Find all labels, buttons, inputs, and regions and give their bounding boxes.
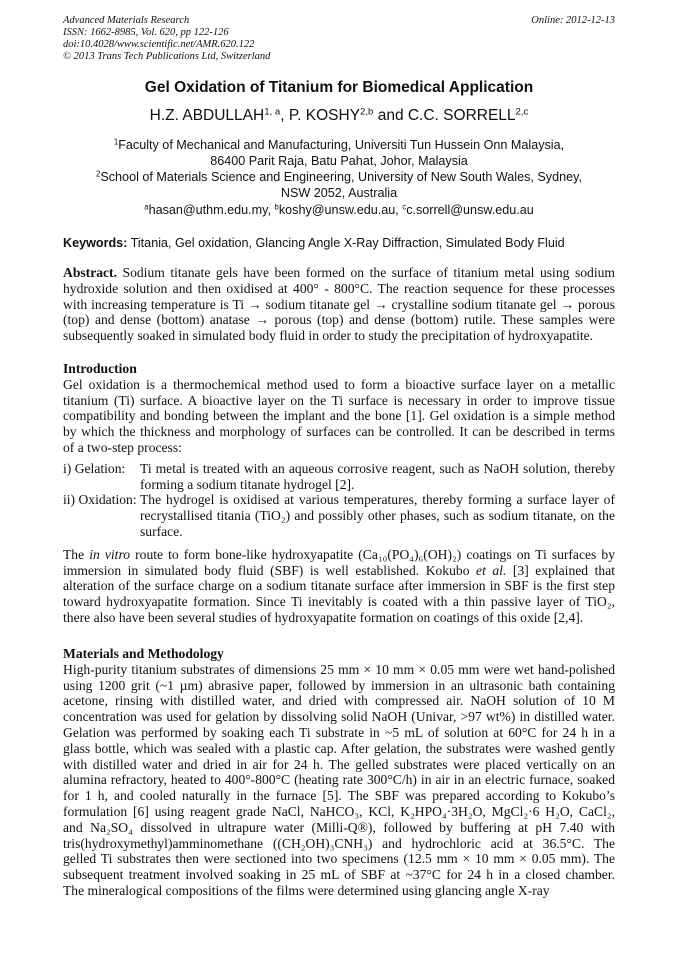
authors	[63, 107, 615, 125]
author-name: and C.C. SORRELL	[373, 107, 516, 124]
text-line: surface.	[140, 523, 183, 539]
affiliation-sup: 2	[96, 169, 101, 179]
section-heading: Materials and Methodology	[63, 646, 224, 661]
copyright-line: © 2013 Trans Tech Publications Ltd, Switzerland	[63, 51, 271, 62]
emphasis-text: in vitro	[89, 546, 131, 562]
affiliation-line	[63, 137, 615, 153]
online-date: Online: 2012-12-13	[531, 15, 615, 26]
doi-line: doi:10.4028/www.scientific.net/AMR.620.122	[63, 39, 255, 50]
journal-name: Advanced Materials Research	[63, 15, 190, 26]
step-list	[63, 461, 615, 540]
text-line: Gel oxidation is a thermochemical method used to form a bioactive surface layer on a metallic	[63, 376, 615, 392]
email: c.sorrell@unsw.edu.au	[406, 203, 534, 217]
text-line: subsequently soaked in simulated body fluid in order to study the precipitation of hydroxyapatite.	[63, 328, 594, 344]
abstract	[63, 265, 615, 344]
email: hasan@uthm.edu.my,	[148, 203, 275, 217]
keywords-text: Titania, Gel oxidation, Glancing Angle X-Ray Diffraction, Simulated Body Fluid	[127, 236, 565, 250]
text-line: there also have been several studies of hydroxyapatite formation on coatings of this oxide [2,4].	[63, 609, 584, 625]
text-line: with distilled water and dried in air for 24 h. The gelled substrates were placed vertically on an	[63, 756, 615, 772]
text-line: tris(hydroxymethyl)amminomethane ((CH₂OH)₃CNH₃) and hydrochloric acid at 36.5°C. The	[63, 835, 615, 851]
affiliation-line	[63, 169, 615, 185]
text-line: The mineralogical compositions of the films were determined using glancing angle X-ray	[63, 882, 550, 898]
text-line: with increasing temperature is Ti → sodium titanate gel → crystalline sodium titanate gel → porous	[63, 296, 615, 312]
step-label: i) Gelation:	[63, 460, 126, 476]
text-segment: route to form bone-like hydroxyapatite (Ca₁₀(PO₄)₆(OH)₂) coatings on Ti surfaces by	[130, 546, 615, 562]
paragraph	[63, 377, 615, 456]
text-line: for 1 h, and cooled naturally in the furnace [5]. The SBF was prepared according to Kokubo’s	[63, 788, 615, 804]
affiliation-line	[63, 153, 615, 169]
keywords	[63, 236, 615, 250]
text-line: concentration was used for gelation by dissolving solid NaOH (Univar, >97 wt%) in distilled water.	[63, 709, 615, 725]
text-line: and Na₂SO₄ dissolved in ultrapure water (Milli-Q®), followed by buffering at pH 7.40 with	[63, 819, 615, 835]
text-line: Ti metal is treated with an aqueous corrosive reagent, such as NaOH solution, thereby	[140, 460, 615, 476]
text-line: alumina refractory, heated to 400°-800°C (heating rate 300°C/h) in air in an electric furnace, soaked	[63, 772, 615, 788]
text-line: formulation [6] using reagent grade NaCl, NaHCO₃, KCl, K₂HPO₄·3H₂O, MgCl₂·6 H₂O, CaCl₂,	[63, 803, 615, 819]
text-line: subsequent treatment involved soaking in 25 mL of SBF at ~37°C for 24 h in a closed chamber.	[63, 867, 615, 883]
text-segment: Sodium titanate gels have been formed on the surface of titanium metal using sodium	[116, 265, 615, 280]
affiliations	[63, 137, 615, 201]
affiliation-text: Faculty of Mechanical and Manufacturing, Universiti Tun Hussein Onn Malaysia,	[118, 138, 565, 152]
step-item	[63, 461, 615, 493]
step-label: ii) Oxidation:	[63, 492, 137, 508]
email-sup: a	[144, 202, 149, 212]
keywords-label: Keywords:	[63, 236, 128, 250]
text-line: hydroxide solution and then oxidised at 400° - 800°C. The reaction sequence for these processes	[63, 280, 615, 296]
text-line: by which the thickness and morphology of surfaces can be controlled. It can be described in terms	[63, 424, 615, 440]
introduction-section	[63, 361, 615, 626]
author-sup: 2,c	[515, 106, 529, 118]
text-line	[63, 547, 615, 563]
step-text	[140, 461, 615, 493]
affiliation-text: 86400 Parit Raja, Batu Pahat, Johor, Malaysia	[210, 154, 468, 168]
author-name: H.Z. ABDULLAH	[149, 107, 265, 124]
text-line: glass bottle, which was sealed with a plastic cap. After gelation, the substrates were washed gently	[63, 740, 615, 756]
email-sup: c	[402, 202, 407, 212]
text-segment: immersion in simulated body fluid (SBF) is well established. Kokubo	[63, 562, 477, 578]
methods-section	[63, 646, 615, 899]
text-line	[63, 265, 615, 281]
text-line: Gelation was performed by soaking each Ti substrate in ~5 mL of solution at 60°C for 24 h in a	[63, 724, 615, 740]
text-line: High-purity titanium substrates of dimensions 25 mm × 10 mm × 0.05 mm were wet hand-polished	[63, 661, 615, 677]
text-line: compatibility and bonding between the implant and the bone [1]. Gel oxidation is a simple method	[63, 408, 615, 424]
emphasis-text: Abstract.	[63, 265, 117, 280]
author-sup: 1, a	[264, 106, 281, 118]
paragraph	[63, 662, 615, 899]
author-name: , P. KOSHY	[280, 107, 361, 124]
emails	[63, 203, 615, 217]
affiliation-line	[63, 185, 615, 201]
text-line: (top) and dense (bottom) anatase → porous (top) and dense (bottom) rutile. These samples were	[63, 312, 615, 328]
text-segment: [3] explained that	[506, 562, 616, 578]
step-item	[63, 492, 615, 539]
emphasis-text: et al.	[476, 562, 507, 578]
section-heading: Introduction	[63, 361, 137, 376]
text-line: gelled Ti substrates then were sectioned into two specimens (12.5 mm × 10 mm × 0.05 mm). The	[63, 851, 615, 867]
text-segment: The	[63, 546, 90, 562]
journal-header	[63, 15, 270, 63]
affiliation-text: School of Materials Science and Engineering, University of New South Wales, Sydney,	[100, 170, 582, 184]
email: koshy@unsw.edu.au,	[278, 203, 403, 217]
email-sup: b	[274, 202, 279, 212]
paragraph	[63, 547, 615, 626]
paper-title: Gel Oxidation of Titanium for Biomedical Application	[144, 79, 534, 96]
step-text	[140, 492, 615, 539]
text-line: alteration of the surface charge on a sodium titanate surface after immersion in SBF is the first step	[63, 578, 615, 594]
affiliation-sup: 1	[113, 137, 119, 147]
text-line: toward hydroxyapatite formation. Since Ti inevitably is coated with a thin passive layer of TiO₂,	[63, 594, 615, 610]
text-line: using 1200 grit (~1 µm) abrasive paper, followed by immersion in an ultrasonic bath containing	[63, 677, 615, 693]
text-line: recrystallised titania (TiO₂) and possibly other phases, such as sodium titanate, on the	[140, 508, 615, 524]
issn-line: ISSN: 1662-8985, Vol. 620, pp 122-126	[63, 27, 229, 38]
text-line: The hydrogel is oxidised at various temperatures, thereby forming a surface layer of	[140, 492, 615, 508]
text-line: titanium (Ti) surface. A bioactive layer on the Ti surface is necessary in order to improve tissue	[63, 392, 615, 408]
affiliation-text: NSW 2052, Australia	[280, 186, 398, 200]
text-line: acetone, rinsing with distilled water, and dried with compressed air. NaOH solution of 10 M	[63, 693, 615, 709]
author-sup: 2,b	[360, 106, 374, 118]
text-line	[63, 563, 615, 579]
text-line: forming a sodium titanate hydrogel [2].	[140, 476, 355, 492]
text-line: of a two-step process:	[63, 439, 182, 455]
